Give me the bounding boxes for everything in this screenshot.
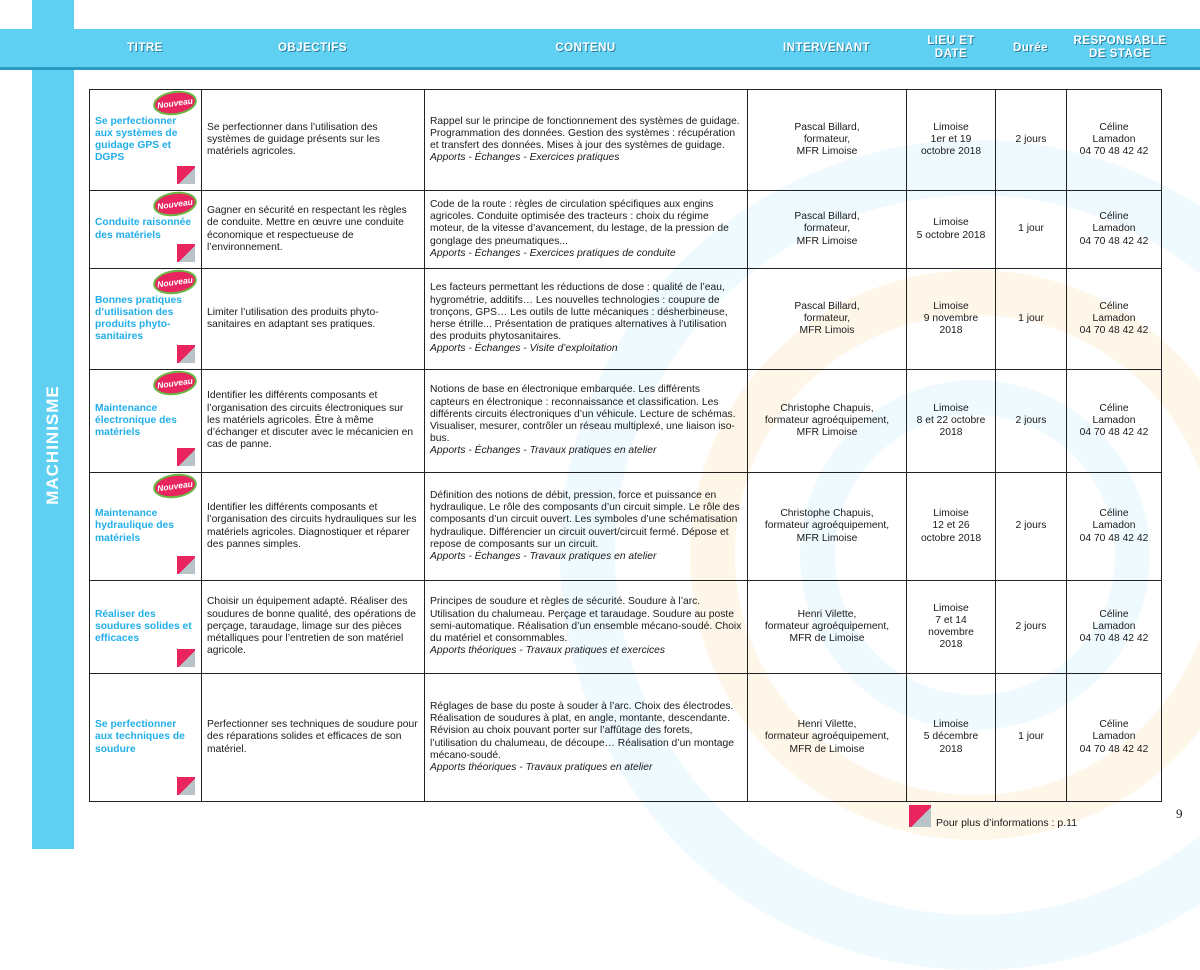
- row-objectifs-text: Limiter l’utilisation des produits phyto-sanitaires en adaptant ses pratiques.: [207, 306, 379, 330]
- row-titre-text: Réaliser des soudures solides et efficaces: [95, 608, 192, 645]
- row-lieu-date-text: Limoise 5 octobre 2018: [916, 217, 986, 241]
- row-responsable-text: Céline Lamadon 04 70 48 42 42: [1079, 608, 1149, 645]
- row-intervenant: [748, 269, 907, 370]
- row-titre-text: Conduite raisonnée des matériels: [95, 217, 192, 241]
- row-duree-text: 1 jour: [1018, 312, 1044, 324]
- table-row: [90, 674, 1162, 802]
- row-objectifs: [202, 473, 425, 581]
- table-row: [90, 473, 1162, 581]
- info-tag-icon: [177, 448, 195, 466]
- row-contenu-text: Principes de soudure et règles de sécurité. Soudure à l’arc. Utilisation du chalumeau. Perçage et taraudage. Soudure au poste semi-automatique. Réalisation d’un ensemble mécano-soudé. Choix du matériel et consommables.: [430, 596, 742, 645]
- row-apports: Apports théoriques - Travaux pratiques et exercices: [430, 645, 666, 657]
- row-objectifs: [202, 581, 425, 674]
- page-number: 9: [1176, 806, 1183, 821]
- row-duree-text: 2 jours: [1015, 414, 1047, 426]
- row-contenu: [425, 191, 748, 269]
- training-table-body: [90, 90, 1162, 802]
- row-titre: [90, 473, 202, 581]
- row-duree-text: 2 jours: [1015, 620, 1047, 632]
- info-tag-icon: [909, 805, 931, 827]
- row-intervenant: [748, 191, 907, 269]
- row-duree-text: 2 jours: [1015, 133, 1047, 145]
- row-lieu-date: [907, 473, 996, 581]
- row-contenu: [425, 473, 748, 581]
- row-titre-text: Maintenance hydraulique des matériels: [95, 508, 174, 544]
- row-lieu-date-text: Limoise 9 novembre 2018: [923, 300, 979, 337]
- row-intervenant-text: Pascal Billard, formateur, MFR Limoise: [794, 211, 860, 247]
- row-responsable: [1067, 581, 1162, 674]
- row-contenu: [425, 581, 748, 674]
- row-lieu-date-text: Limoise 5 décembre 2018: [923, 719, 979, 755]
- row-contenu: [425, 674, 748, 802]
- row-objectifs-text: Perfectionner ses techniques de soudure pour des réparations solides et efficaces de son matériel.: [207, 719, 418, 755]
- row-duree: [996, 581, 1067, 674]
- row-objectifs: [202, 370, 425, 473]
- row-objectifs-text: Se perfectionner dans l’utilisation des systèmes de guidage présents sur les matériels agricoles.: [207, 121, 380, 158]
- row-lieu-date-text: Limoise 7 et 14 novembre 2018: [928, 602, 974, 651]
- row-duree-text: 2 jours: [1015, 520, 1047, 532]
- row-lieu-date-text: Limoise 1er et 19 octobre 2018: [920, 121, 982, 158]
- row-titre-text: Maintenance électronique des matériels: [95, 402, 177, 439]
- table-row: [90, 370, 1162, 473]
- section-label: MACHINISME: [43, 385, 62, 505]
- row-apports: Apports théoriques - Travaux pratiques en atelier: [430, 761, 653, 773]
- row-titre: [90, 269, 202, 370]
- row-apports: Apports - Échanges - Travaux pratiques en atelier: [430, 445, 657, 457]
- row-contenu: [425, 90, 748, 191]
- table-row: [90, 191, 1162, 269]
- row-apports: Apports - Échanges - Exercices pratiques de conduite: [430, 247, 676, 259]
- row-titre: [90, 90, 202, 191]
- header-responsable: RESPONSABLE DE STAGE: [1073, 35, 1167, 60]
- row-contenu-text: Rappel sur le principe de fonctionnement des systèmes de guidage. Programmation des données. Gestion des systèmes : récupération et transfert des données. Mises à jour des systèmes de guidage.: [430, 115, 740, 151]
- row-intervenant-text: Pascal Billard, formateur, MFR Limois: [794, 300, 860, 337]
- row-contenu: [425, 269, 748, 370]
- row-intervenant-text: Henri Vilette, formateur agroéquipement, MFR de Limoise: [764, 719, 890, 755]
- row-contenu-text: Réglages de base du poste à souder à l’arc. Choix des électrodes. Réalisation de soudures à plat, en angle, montante, descendante. Révision au choix pouvant porter sur l’affûtage des forets, l’utilisation du chalumeau, de découpe… Réalisation d’un montage mécano-soudé.: [430, 700, 734, 761]
- row-responsable: [1067, 473, 1162, 581]
- row-lieu-date: [907, 674, 996, 802]
- row-lieu-date: [907, 191, 996, 269]
- training-table: [89, 89, 1162, 802]
- row-responsable-text: Céline Lamadon 04 70 48 42 42: [1079, 211, 1149, 247]
- row-titre: [90, 674, 202, 802]
- row-lieu-date: [907, 581, 996, 674]
- info-tag-icon: [177, 345, 195, 363]
- row-duree: [996, 674, 1067, 802]
- row-objectifs-text: Choisir un équipement adapté. Réaliser des soudures de bonne qualité, des opérations de perçage, taraudage, limage sur des pièces métalliques pour l’entretien de son matériel agricole.: [207, 596, 416, 657]
- row-responsable-text: Céline Lamadon 04 70 48 42 42: [1079, 300, 1149, 337]
- header-lieu-date: LIEU ET DATE: [927, 35, 975, 60]
- new-badge: Nouveau: [152, 189, 199, 219]
- table-row: [90, 90, 1162, 191]
- row-objectifs: [202, 90, 425, 191]
- info-tag-icon: [177, 649, 195, 667]
- row-titre: [90, 370, 202, 473]
- row-lieu-date-text: Limoise 12 et 26 octobre 2018: [920, 508, 982, 544]
- row-titre-text: Se perfectionner aux systèmes de guidage GPS et DGPS: [95, 115, 178, 164]
- row-intervenant-text: Henri Vilette, formateur agroéquipement, MFR de Limoise: [764, 608, 890, 645]
- row-titre-text: Bonnes pratiques d’utilisation des produits phyto-sanitaires: [95, 294, 182, 343]
- new-badge: Nouveau: [152, 267, 199, 297]
- row-duree-text: 1 jour: [1018, 731, 1044, 743]
- row-contenu-text: Définition des notions de débit, pression, force et puissance en hydraulique. Le rôle des composants d’un circuit simple. Le rôle des composants d’un circuit ouvert. Les symboles d’une schématisation hydraulique. Différencier un circuit ouvert/circuit fermé. Dépose et repose de composants sur un circuit.: [430, 489, 740, 550]
- new-badge: Nouveau: [152, 368, 199, 398]
- row-intervenant: [748, 674, 907, 802]
- row-titre: [90, 191, 202, 269]
- row-apports: Apports - Échanges - Exercices pratiques: [430, 152, 620, 164]
- row-responsable: [1067, 269, 1162, 370]
- row-contenu: [425, 370, 748, 473]
- new-badge: Nouveau: [152, 471, 199, 501]
- header-duree: Durée: [1012, 41, 1049, 54]
- row-objectifs: [202, 674, 425, 802]
- row-intervenant-text: Christophe Chapuis, formateur agroéquipement, MFR Limoise: [764, 508, 890, 544]
- row-objectifs: [202, 191, 425, 269]
- row-lieu-date: [907, 269, 996, 370]
- table-row: [90, 269, 1162, 370]
- row-intervenant-text: Christophe Chapuis, formateur agroéquipement, MFR Limoise: [764, 402, 890, 439]
- row-responsable-text: Céline Lamadon 04 70 48 42 42: [1079, 508, 1149, 544]
- row-intervenant: [748, 581, 907, 674]
- row-responsable-text: Céline Lamadon 04 70 48 42 42: [1079, 121, 1149, 158]
- row-duree: [996, 269, 1067, 370]
- row-intervenant-text: Pascal Billard, formateur, MFR Limoise: [794, 121, 860, 158]
- row-duree: [996, 473, 1067, 581]
- row-lieu-date: [907, 90, 996, 191]
- row-titre-text: Se perfectionner aux techniques de soudure: [95, 719, 185, 755]
- info-tag-icon: [177, 166, 195, 184]
- row-apports: Apports - Échanges - Visite d’exploitation: [430, 343, 618, 355]
- info-tag-icon: [177, 556, 195, 574]
- header-contenu: CONTENU: [555, 41, 616, 54]
- row-responsable: [1067, 90, 1162, 191]
- row-duree: [996, 370, 1067, 473]
- row-duree-text: 1 jour: [1018, 223, 1044, 235]
- row-titre: [90, 581, 202, 674]
- info-tag-icon: [177, 777, 195, 795]
- row-responsable: [1067, 370, 1162, 473]
- row-intervenant: [748, 90, 907, 191]
- row-objectifs-text: Identifier les différents composants et l’organisation des circuits hydrauliques sur les matériels agricoles. Diagnostiquer et réparer des pannes simples.: [207, 502, 417, 550]
- row-responsable: [1067, 191, 1162, 269]
- footer-info: Pour plus d’informations : p.11: [936, 817, 1078, 829]
- row-contenu-text: Notions de base en électronique embarquée. Les différents capteurs en électronique : reconnaissance et classification. Les différents circuits électroniques d’un véhicule. Lecture de schémas. Visualiser, mesurer, contrôler un réseau multiplexé, une liaison iso-bus.: [430, 384, 736, 445]
- header-intervenant: INTERVENANT: [782, 41, 871, 54]
- row-intervenant: [748, 473, 907, 581]
- row-lieu-date: [907, 370, 996, 473]
- row-contenu-text: Les facteurs permettant les réductions de dose : qualité de l’eau, hygrométrie, additifs… Les nouvelles technologies : coupure de tronçons, GPS… Les outils de lutte mécaniques : désherbineuse, herse étrille... Présentation de pratiques alternatives à l’utilisation des produits phytosanitaires.: [430, 282, 728, 343]
- row-objectifs-text: Gagner en sécurité en respectant les règles de conduite. Mettre en œuvre une conduite économique et respectueuse de l’environnement.: [207, 205, 407, 253]
- table-row: [90, 581, 1162, 674]
- row-intervenant: [748, 370, 907, 473]
- header-objectifs: OBJECTIFS: [277, 41, 348, 54]
- row-objectifs-text: Identifier les différents composants et l’organisation des circuits électroniques sur les matériels agricoles. Être à même d’échanger et discuter avec le mécanicien en cas de panne.: [207, 390, 414, 451]
- row-objectifs: [202, 269, 425, 370]
- header-titre: TITRE: [127, 41, 163, 54]
- row-apports: Apports - Échanges - Travaux pratiques en atelier: [430, 550, 657, 562]
- new-badge: Nouveau: [152, 88, 199, 118]
- row-duree: [996, 191, 1067, 269]
- info-tag-icon: [177, 244, 195, 262]
- row-responsable-text: Céline Lamadon 04 70 48 42 42: [1079, 719, 1149, 755]
- row-duree: [996, 90, 1067, 191]
- row-contenu-text: Code de la route : règles de circulation spécifiques aux engins agricoles. Conduite optimisée des tracteurs : choix du régime moteur, de la vitesse d’avancement, du lestage, de la pression de gonglage des pneumatiques...: [430, 198, 729, 247]
- row-lieu-date-text: Limoise 8 et 22 octobre 2018: [916, 402, 986, 439]
- row-responsable-text: Céline Lamadon 04 70 48 42 42: [1079, 402, 1149, 439]
- row-responsable: [1067, 674, 1162, 802]
